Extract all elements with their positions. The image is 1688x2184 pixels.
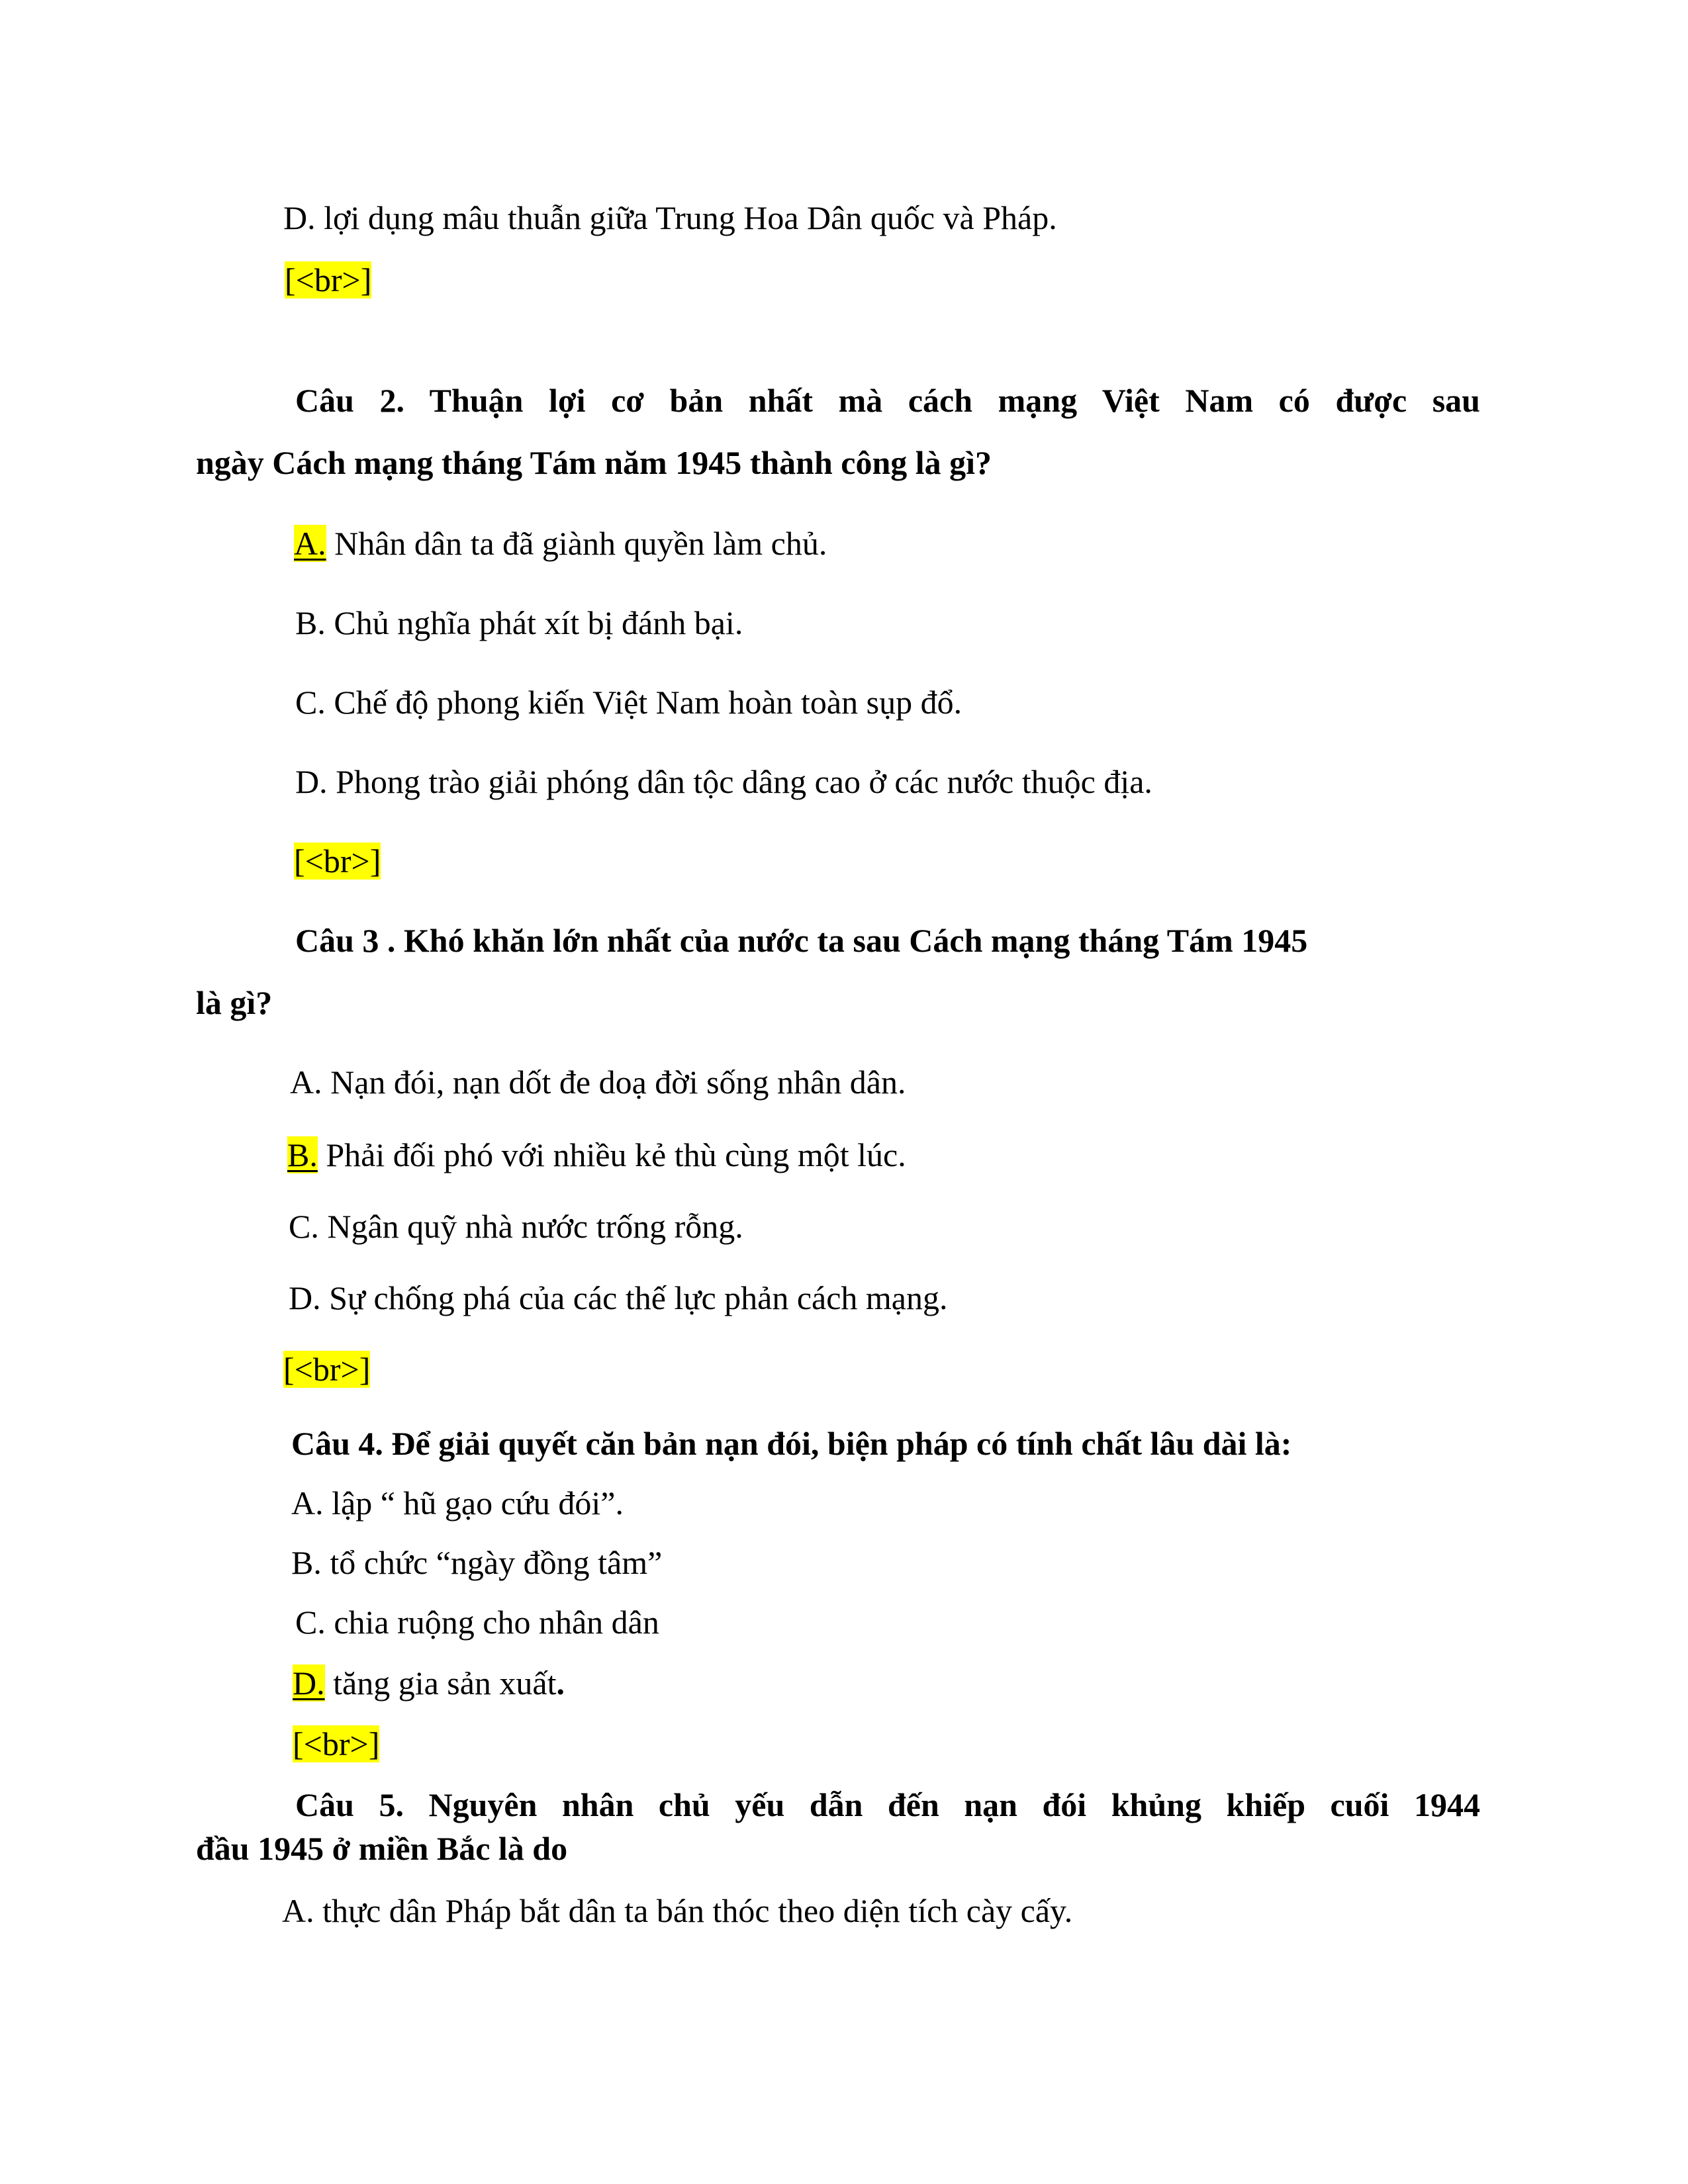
q2-option-c: C. Chế độ phong kiến Việt Nam hoàn toàn sụp đổ.: [295, 684, 962, 721]
q3-option-b-letter: B.: [287, 1136, 318, 1173]
q3-separator: [283, 1349, 370, 1390]
q2-title-line1: Câu 2. Thuận lợi cơ bản nhất mà cách mạng Việt Nam có được sau: [295, 382, 1480, 419]
q3-option-a: A. Nạn đói, nạn dốt đe doạ đời sống nhân dân.: [290, 1064, 906, 1101]
q4-option-c: C. chia ruộng cho nhân dân: [295, 1604, 659, 1641]
q3-option-b-text: Phải đối phó với nhiều kẻ thù cùng một lúc.: [317, 1136, 906, 1173]
q3-title-line1: Câu 3 . Khó khăn lớn nhất của nước ta sau Cách mạng tháng Tám 1945: [295, 922, 1308, 959]
q2-separator: [294, 841, 381, 882]
q3-title-line2: là gì?: [196, 984, 273, 1021]
q2-separator-text: [<br>]: [294, 842, 381, 880]
q3-option-b: [287, 1134, 906, 1175]
q5-title-line1: Câu 5. Nguyên nhân chủ yếu dẫn đến nạn đói khủng khiếp cuối 1944: [295, 1786, 1480, 1823]
q3-option-d: D. Sự chống phá của các thế lực phản cách mạng.: [289, 1279, 948, 1316]
q3-separator-text: [<br>]: [283, 1351, 371, 1388]
q2-option-d: D. Phong trào giải phóng dân tộc dâng cao ở các nước thuộc địa.: [295, 763, 1152, 800]
q4-option-a: A. lập “ hũ gạo cứu đói”.: [291, 1484, 624, 1522]
q2-option-a-letter: A.: [294, 525, 326, 562]
q4-option-d-text: tăng gia sản xuất: [324, 1664, 557, 1702]
q1-separator-text: [<br>]: [285, 261, 372, 298]
q1-separator: [285, 259, 371, 300]
q4-option-d-letter: D.: [293, 1664, 325, 1702]
q4-option-b: B. tổ chức “ngày đồng tâm”: [291, 1544, 663, 1581]
q3-option-c: C. Ngân quỹ nhà nước trống rỗng.: [289, 1208, 743, 1245]
q4-title: Câu 4. Để giải quyết căn bản nạn đói, biện pháp có tính chất lâu dài là:: [291, 1425, 1292, 1462]
q2-title-line2: ngày Cách mạng tháng Tám năm 1945 thành công là gì?: [196, 444, 992, 481]
q4-option-d: [293, 1662, 565, 1704]
q2-option-a: [294, 523, 827, 564]
q2-option-a-text: Nhân dân ta đã giành quyền làm chủ.: [326, 525, 827, 562]
q5-option-a: A. thực dân Pháp bắt dân ta bán thóc theo diện tích cày cấy.: [282, 1892, 1073, 1929]
q2-option-b: B. Chủ nghĩa phát xít bị đánh bại.: [295, 604, 743, 641]
q4-separator: [293, 1723, 379, 1764]
q1-option-d: D. lợi dụng mâu thuẫn giữa Trung Hoa Dân quốc và Pháp.: [283, 199, 1057, 236]
q4-separator-text: [<br>]: [293, 1725, 380, 1762]
q5-title-line2: đầu 1945 ở miền Bắc là do: [196, 1830, 568, 1867]
q4-option-d-period: .: [556, 1664, 565, 1702]
